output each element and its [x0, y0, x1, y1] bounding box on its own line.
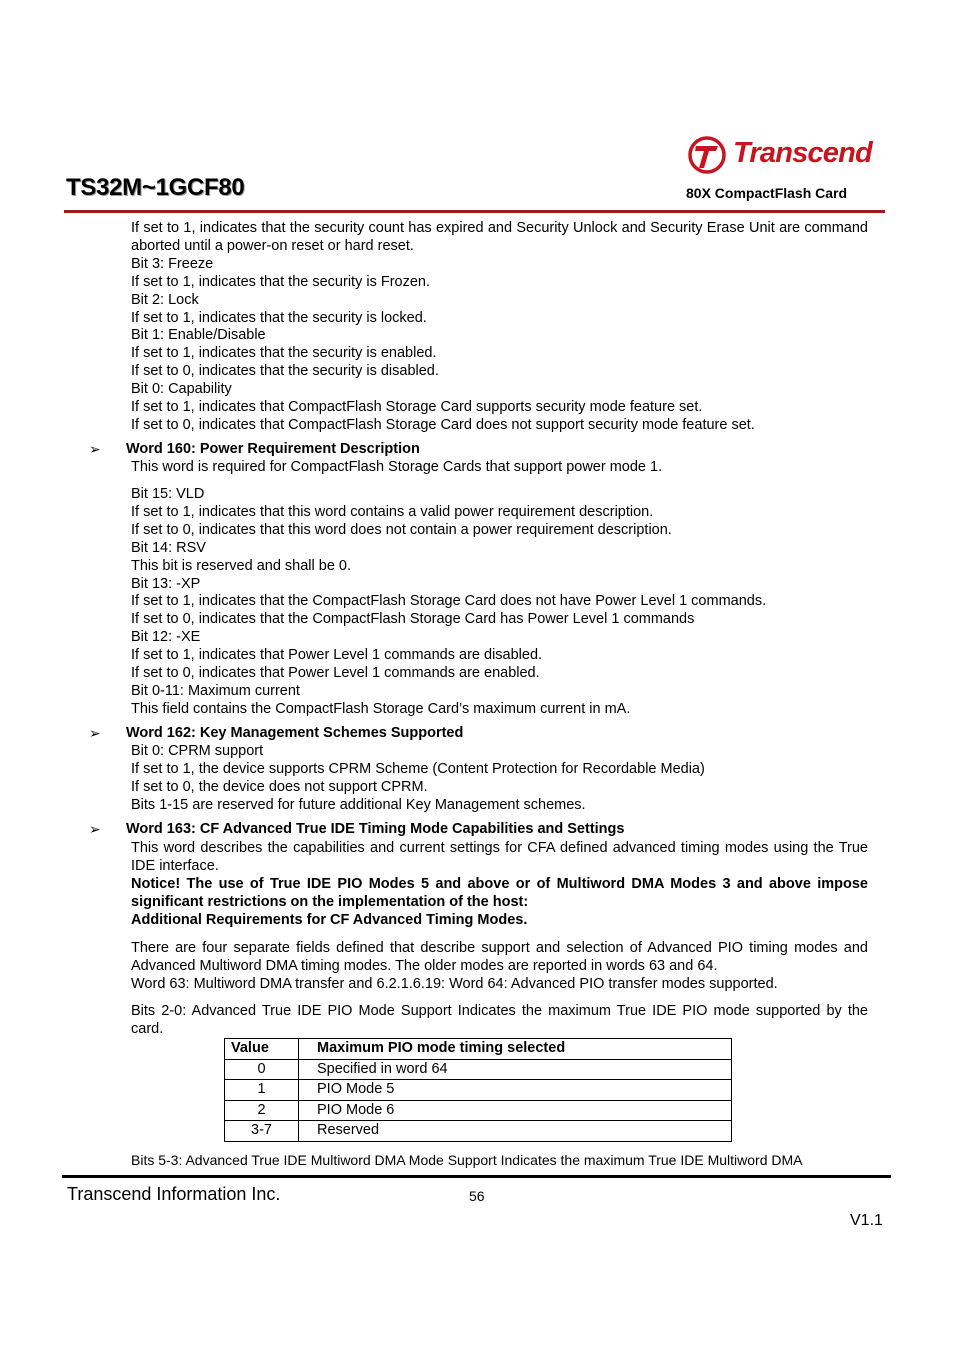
footer-company: Transcend Information Inc.	[67, 1184, 281, 1204]
bit-label: Bit 0: CPRM support	[131, 743, 264, 759]
table-row	[225, 1059, 732, 1080]
section-heading-word-163: Word 163: CF Advanced True IDE Timing Mode Capabilities and Settings	[126, 821, 625, 837]
transcend-logo	[687, 135, 881, 175]
paragraph: Bits 5-3: Advanced True IDE Multiword DMA Mode Support Indicates the maximum True IDE Multiword DMA	[131, 1152, 803, 1168]
table-cell: 2	[225, 1100, 299, 1121]
paragraph: If set to 0, indicates that the CompactFlash Storage Card has Power Level 1 commands	[131, 611, 695, 628]
word-163-body	[131, 840, 868, 930]
bit-label: Bit 1: Enable/Disable	[131, 327, 266, 344]
paragraph: This bit is reserved and shall be 0.	[131, 557, 352, 574]
paragraph: If set to 1, indicates that CompactFlash Storage Card supports security mode feature set.	[131, 399, 703, 416]
bit-label: Bit 3: Freeze	[131, 255, 214, 272]
bit-label: Bit 0-11: Maximum current	[131, 682, 300, 699]
bit-label: Bit 14: RSV	[131, 539, 206, 556]
paragraph: If set to 0, indicates that CompactFlash Storage Card does not support security mode feature set.	[131, 416, 755, 433]
bit-label: Bit 12: -XE	[131, 629, 201, 646]
table-cell: PIO Mode 5	[299, 1080, 732, 1101]
bullet-arrow-icon: ➢	[89, 725, 101, 741]
bit-label: Bit 0: Capability	[131, 381, 232, 398]
paragraph: If set to 1, the device supports CPRM Scheme (Content Protection for Recordable Media)	[131, 760, 705, 777]
page-number: 56	[469, 1188, 485, 1204]
paragraph: If set to 1, indicates that the CompactFlash Storage Card does not have Power Level 1 commands.	[131, 593, 767, 610]
table-cell: 1	[225, 1080, 299, 1101]
transcend-logo-icon	[687, 135, 727, 175]
word-163-modes-description	[131, 940, 868, 994]
paragraph: If set to 1, indicates that Power Level 1 commands are disabled.	[131, 647, 543, 664]
table-header-cell: Maximum PIO mode timing selected	[299, 1039, 732, 1060]
table-cell: PIO Mode 6	[299, 1100, 732, 1121]
bit-label: Bit 13: -XP	[131, 575, 201, 592]
paragraph: If set to 0, the device does not support CPRM.	[131, 778, 428, 795]
notice-text: Notice! The use of True IDE PIO Modes 5 and above or of Multiword DMA Modes 3 and above impose significant restrictions on the implementation of the host:	[131, 875, 868, 910]
table-header-row	[225, 1039, 732, 1060]
paragraph: There are four separate fields defined that describe support and selection of Advanced PIO timing modes and Advanced Multiword DMA timing modes. The older modes are reported in words 63 and 64.	[131, 940, 868, 974]
paragraph: This field contains the CompactFlash Storage Card’s maximum current in mA.	[131, 700, 631, 717]
word-163-bits-2-0	[131, 1003, 868, 1039]
table-cell: 0	[225, 1059, 299, 1080]
footer-divider	[62, 1175, 891, 1178]
section-heading-word-160: Word 160: Power Requirement Description	[126, 441, 420, 457]
paragraph: This word is required for CompactFlash Storage Cards that support power mode 1.	[131, 459, 663, 475]
table-cell: 3-7	[225, 1121, 299, 1142]
bullet-arrow-icon: ➢	[89, 441, 101, 457]
bit-label: Bit 15: VLD	[131, 486, 205, 502]
section-heading-word-162: Word 162: Key Management Schemes Supported	[126, 725, 464, 741]
security-bits-section	[131, 220, 868, 435]
paragraph: If set to 0, indicates that the security is disabled.	[131, 363, 439, 380]
header-divider	[64, 210, 885, 213]
paragraph: This word describes the capabilities and current settings for CFA defined advanced timing modes using the True IDE interface.	[131, 840, 868, 874]
table-row	[225, 1121, 732, 1142]
table-row	[225, 1100, 732, 1121]
paragraph: If set to 1, indicates that the security count has expired and Security Unlock and Security Erase Unit are command aborted until a power-on reset or hard reset.	[131, 220, 868, 254]
paragraph: Bits 1-15 are reserved for future additional Key Management schemes.	[131, 796, 586, 813]
paragraph: If set to 1, indicates that the security is Frozen.	[131, 273, 430, 290]
table-cell: Specified in word 64	[299, 1059, 732, 1080]
word-162-bits	[131, 743, 868, 815]
paragraph: Bits 2-0: Advanced True IDE PIO Mode Support Indicates the maximum True IDE PIO mode supported by the card.	[131, 1003, 868, 1037]
document-subtitle: 80X CompactFlash Card	[686, 185, 848, 201]
word-160-intro	[131, 459, 868, 477]
additional-requirements-text: Additional Requirements for CF Advanced Timing Modes.	[131, 911, 528, 928]
table-header-cell: Value	[225, 1039, 299, 1060]
paragraph: If set to 0, indicates that this word does not contain a power requirement description.	[131, 521, 672, 538]
table-cell: Reserved	[299, 1121, 732, 1142]
pio-mode-table	[224, 1038, 732, 1142]
paragraph: If set to 0, indicates that Power Level 1 commands are enabled.	[131, 665, 540, 682]
paragraph: If set to 1, indicates that this word contains a valid power requirement description.	[131, 503, 654, 520]
word-163-bits-5-3	[131, 1152, 868, 1170]
paragraph: Word 63: Multiword DMA transfer and 6.2.1.6.19: Word 64: Advanced PIO transfer modes supported.	[131, 975, 778, 992]
bit-label: Bit 2: Lock	[131, 291, 199, 308]
paragraph: If set to 1, indicates that the security is enabled.	[131, 345, 437, 362]
bullet-arrow-icon: ➢	[89, 821, 101, 837]
table-row	[225, 1080, 732, 1101]
document-title: TS32M~1GCF80	[66, 174, 245, 201]
paragraph: If set to 1, indicates that the security is locked.	[131, 309, 427, 326]
logo-wordmark: Transcend	[733, 137, 872, 169]
document-version: V1.1	[850, 1212, 883, 1229]
word-160-bits	[131, 486, 868, 719]
